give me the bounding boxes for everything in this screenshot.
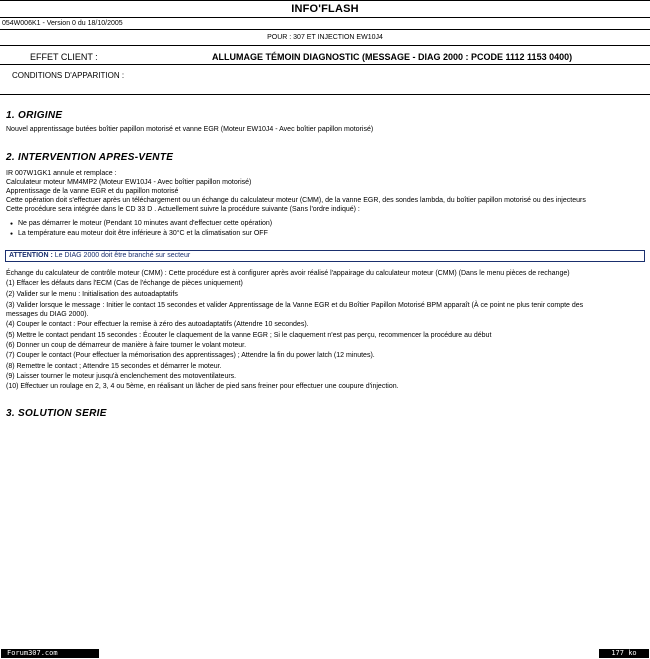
procedure-step: (1) Effacer les défauts dans l'ECM (Cas de l'échange de pièces uniquement) bbox=[6, 280, 243, 287]
procedure-step: (4) Couper le contact : Pour effectuer la remise à zéro des autoadaptatifs (Attendre 10 secondes). bbox=[6, 321, 309, 328]
effet-client-value: ALLUMAGE TÉMOIN DIAGNOSTIC (MESSAGE - DIAG 2000 : PCODE 1112 1153 0400) bbox=[212, 52, 573, 62]
intervention-line: Cette opération doit s'effectuer après un téléchargement ou un échange du calculateur moteur (CMM), de la vanne EGR, des sondes lambda, du boîtier papillon motorisé ou des injecteurs bbox=[6, 197, 586, 204]
vehicle-scope: POUR : 307 ET INJECTION EW10J4 bbox=[267, 34, 383, 41]
reference-rule bbox=[0, 29, 650, 30]
attention-box bbox=[5, 250, 645, 262]
attention-note bbox=[9, 252, 190, 259]
procedure-step: (9) Laisser tourner le moteur jusqu'à enclenchement des motoventilateurs. bbox=[6, 373, 237, 380]
procedure-step: (7) Couper le contact (Pour effectuer la mémorisation des apprentissages) ; Attendre la fin du power latch (12 minutes). bbox=[6, 352, 375, 359]
intervention-line: Calculateur moteur MM4MP2 (Moteur EW10J4 - Avec boîtier papillon motorisé) bbox=[6, 179, 252, 186]
procedure-step: (6) Donner un coup de démarreur de manière à faire tourner le volant moteur. bbox=[6, 342, 247, 349]
intervention-line: Apprentissage de la vanne EGR et du papillon motorisé bbox=[6, 188, 179, 195]
scope-rule bbox=[0, 45, 650, 46]
precondition-bullet: ● La température eau moteur doit être inférieure à 30°C et la climatisation sur OFF bbox=[18, 230, 268, 239]
document-title: INFO'FLASH bbox=[291, 3, 359, 15]
procedure-step: messages du DIAG 2000). bbox=[6, 311, 89, 318]
footer-file-size: 177 ko bbox=[599, 649, 649, 658]
procedure-step: (8) Remettre le contact ; Attendre 15 secondes et démarrer le moteur. bbox=[6, 363, 222, 370]
procedure-step: (10) Effectuer un roulage en 2, 3, 4 ou 5ème, en réalisant un lâcher de pied sans freiner pour effectuer une coupure d'injection. bbox=[6, 383, 399, 390]
procedure-step: Échange du calculateur de contrôle moteur (CMM) : Cette procédure est à configurer après avoir réalisé l'appairage du calculateur moteur (CMM) (Dans le menu pièces de rechange) bbox=[6, 270, 570, 277]
section-solution-title: 3. SOLUTION SERIE bbox=[6, 408, 107, 419]
intervention-line: Cette procédure sera intégrée dans le CD 33 D . Actuellement suivre la procédure suivante (Sans l'ordre indiqué) : bbox=[6, 206, 360, 213]
precondition-bullet: ● Ne pas démarrer le moteur (Pendant 10 minutes avant d'effectuer cette opération) bbox=[18, 220, 272, 229]
title-rule bbox=[0, 17, 650, 18]
effet-rule bbox=[0, 64, 650, 65]
origine-text: Nouvel apprentissage butées boîtier papillon motorisé et vanne EGR (Moteur EW10J4 - Avec boîtier papillon motorisé) bbox=[6, 126, 374, 133]
procedure-step: (5) Mettre le contact pendant 15 secondes : Écouter le claquement de la vanne EGR ; Si le claquement n'est pas perçu, recommencer la procédure au début bbox=[6, 332, 492, 339]
document-reference: 054W006K1 - Version 0 du 18/10/2005 bbox=[2, 20, 123, 27]
procedure-step: (2) Valider sur le menu : Initialisation des autoadaptatifs bbox=[6, 291, 178, 298]
attention-text: Le DIAG 2000 doit être branché sur secteur bbox=[52, 252, 191, 259]
effet-client-label: EFFET CLIENT : bbox=[30, 52, 98, 62]
procedure-step: (3) Valider lorsque le message : Initier le contact 15 secondes et valider Apprentissage de la Vanne EGR et du Boîtier Papillon Motorisé BPM apparaît (À ce point ne plus tenir compte des bbox=[6, 302, 584, 309]
section-intervention-title: 2. INTERVENTION APRES-VENTE bbox=[6, 152, 174, 163]
top-border bbox=[0, 0, 650, 1]
intervention-line: IR 007W1GK1 annule et remplace : bbox=[6, 170, 117, 177]
footer-site-link[interactable]: Forum307.com bbox=[1, 649, 99, 658]
attention-label: ATTENTION : bbox=[9, 252, 53, 259]
section-origine-title: 1. ORIGINE bbox=[6, 110, 63, 121]
conditions-label: CONDITIONS D'APPARITION : bbox=[12, 71, 125, 80]
conditions-rule bbox=[0, 94, 650, 95]
